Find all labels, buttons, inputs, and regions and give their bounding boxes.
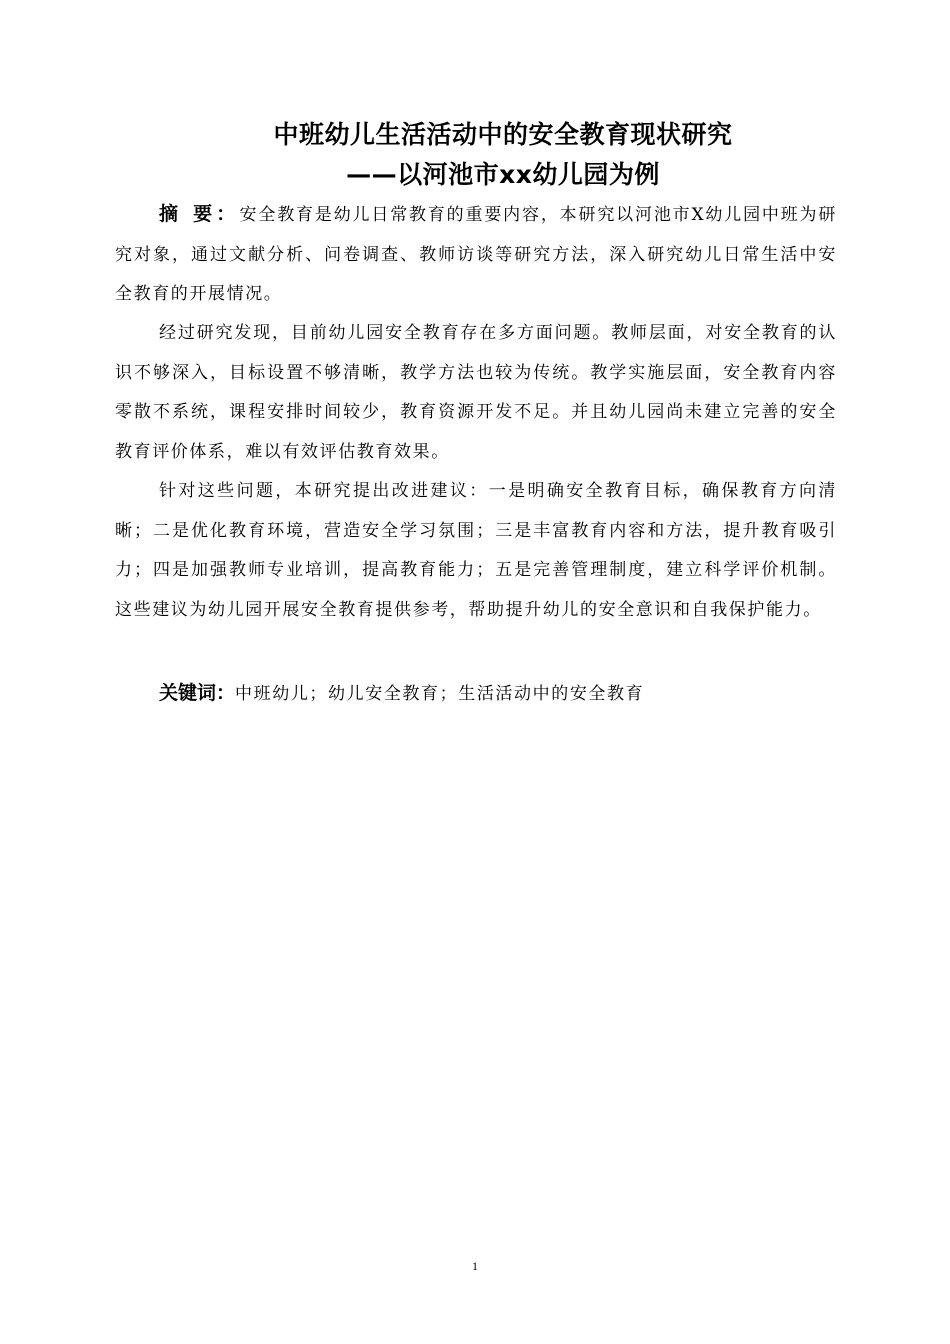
keywords-line (115, 674, 837, 715)
keywords-label: 关键词： (159, 682, 236, 704)
document-title: 中班幼儿生活活动中的安全教育现状研究 (273, 120, 733, 149)
document-subtitle: ——以河池市xx幼儿园为例 (346, 160, 660, 189)
abstract-text-3: 针对这些问题，本研究提出改进建议：一是明确安全教育目标，确保教育方向清晰；二是优化教育环境，营造安全学习氛围；三是丰富教育内容和方法，提升教育吸引力；四是加强教师专业培训，提高教育能力；五是完善管理制度，建立科学评价机制。这些建议为幼儿园开展安全教育提供参考，帮助提升幼儿的安全意识和自我保护能力。 (115, 481, 837, 620)
abstract-text-2: 经过研究发现，目前幼儿园安全教育存在多方面问题。教师层面，对安全教育的认识不够深入，目标设置不够清晰，教学方法也较为传统。教学实施层面，安全教育内容零散不系统，课程安排时间较少，教育资源开发不足。并且幼儿园尚未建立完善的安全教育评价体系，难以有效评估教育效果。 (115, 323, 837, 462)
abstract-paragraph-1 (115, 195, 837, 315)
abstract-text-1: 安全教育是幼儿日常教育的重要内容，本研究以河池市X幼儿园中班为研究对象，通过文献分析、问卷调查、教师访谈等研究方法，深入研究幼儿日常生活中安全教育的开展情况。 (115, 205, 837, 304)
keywords-value: 中班幼儿；幼儿安全教育；生活活动中的安全教育 (235, 684, 645, 704)
abstract-paragraph-2 (115, 314, 837, 472)
abstract-paragraph-3 (115, 472, 837, 630)
abstract-label: 摘 要： (159, 203, 240, 225)
page-number: 1 (472, 1259, 478, 1273)
